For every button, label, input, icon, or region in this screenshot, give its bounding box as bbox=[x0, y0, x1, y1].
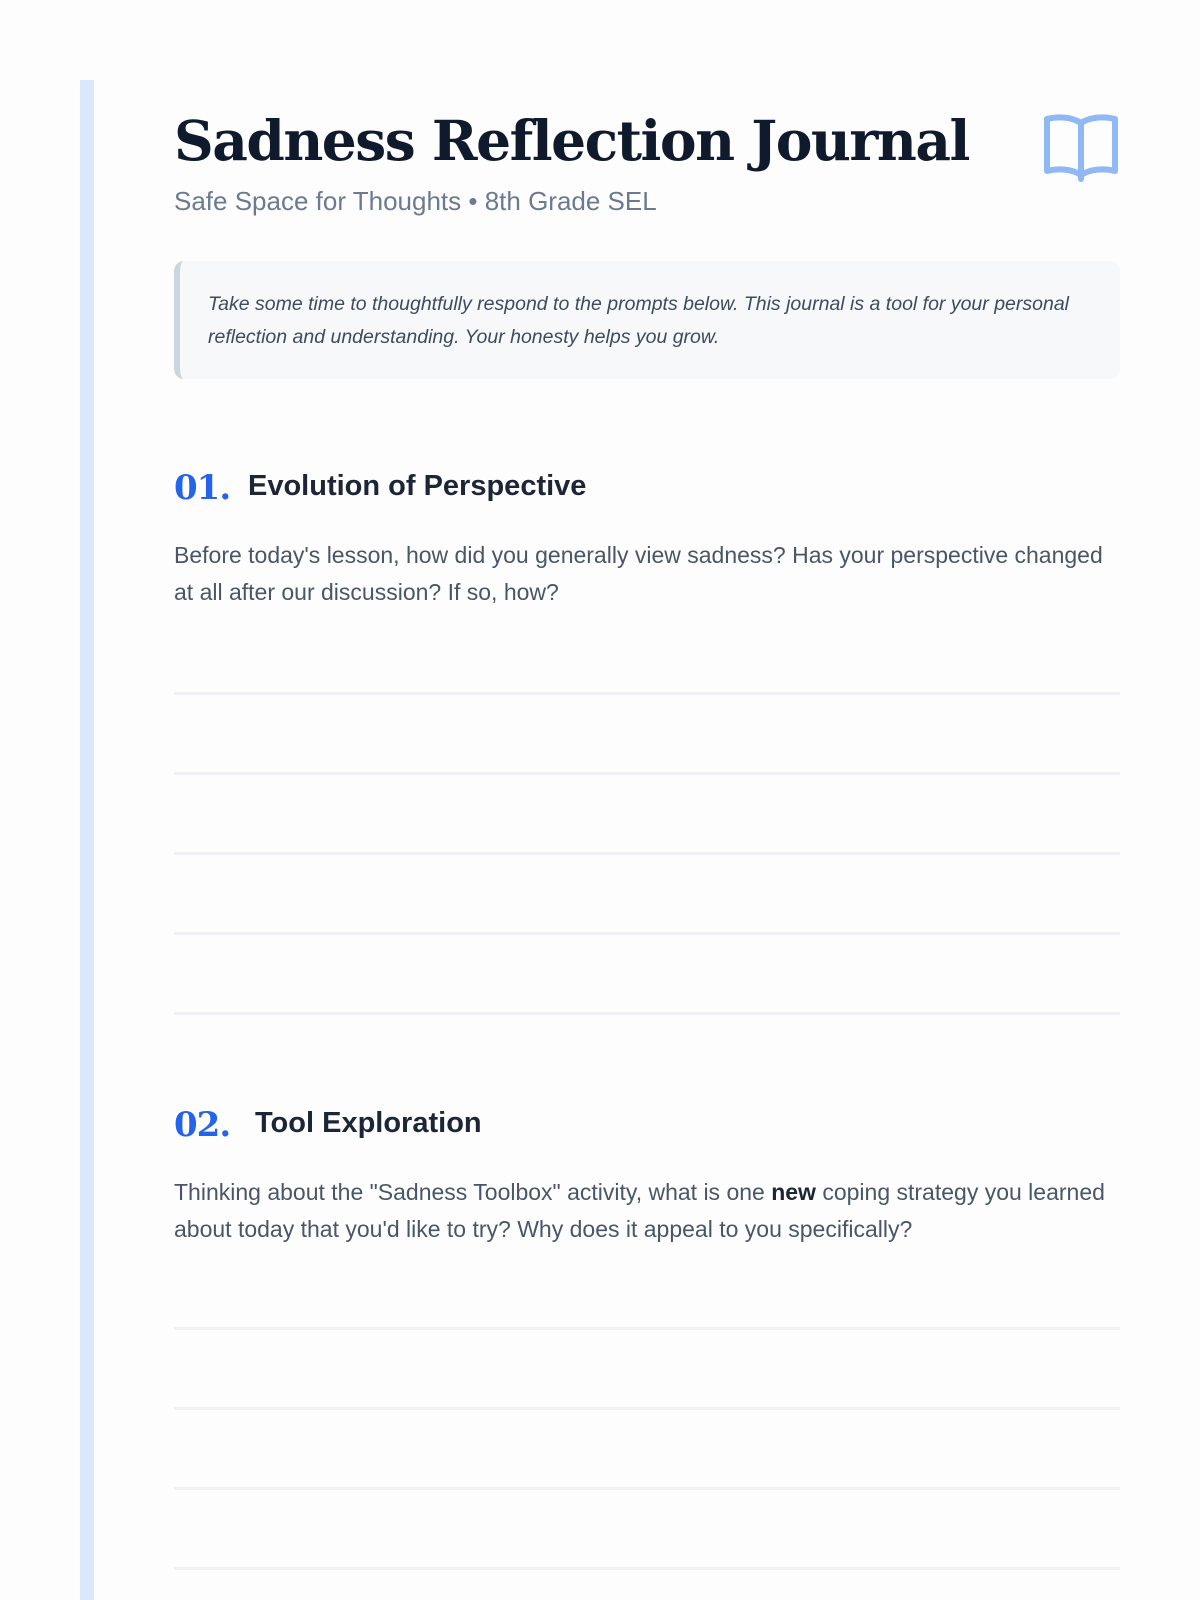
intro-text: Take some time to thoughtfully respond to the prompts below. This journal is a tool for your personal reflection and understanding. Your honesty helps you grow. bbox=[208, 293, 1069, 348]
answer-line[interactable] bbox=[174, 772, 1120, 775]
prompt-text: Thinking about the "Sadness Toolbox" activity, what is one bbox=[174, 1179, 772, 1205]
book-open-icon bbox=[1042, 111, 1120, 183]
prompt-emphasis: new bbox=[771, 1179, 816, 1205]
answer-line[interactable] bbox=[174, 1407, 1120, 1410]
answer-line[interactable] bbox=[174, 932, 1120, 935]
page-title: Sadness Reflection Journal bbox=[174, 108, 969, 173]
question-prompt: Before today's lesson, how did you generally view sadness? Has your perspective changed at all after our discussion? If so, how? bbox=[174, 542, 1103, 605]
page-subtitle: Safe Space for Thoughts • 8th Grade SEL bbox=[174, 186, 657, 216]
answer-line[interactable] bbox=[174, 1327, 1120, 1330]
answer-line[interactable] bbox=[174, 692, 1120, 695]
question-title: Tool Exploration bbox=[255, 1107, 482, 1139]
prompt-text: coping strategy you learned about today that you'd like to try? Why does it appeal to you specifically? bbox=[174, 1179, 1105, 1242]
answer-line[interactable] bbox=[174, 1012, 1120, 1015]
answer-line[interactable] bbox=[174, 1567, 1120, 1570]
answer-line[interactable] bbox=[174, 852, 1120, 855]
answer-line[interactable] bbox=[174, 1487, 1120, 1490]
intro-callout bbox=[174, 261, 1120, 379]
question-number: 02. bbox=[174, 1105, 231, 1145]
question-prompt bbox=[174, 1174, 1120, 1248]
question-number: 01. bbox=[174, 468, 231, 508]
journal-header bbox=[174, 103, 1120, 223]
question-title: Evolution of Perspective bbox=[248, 470, 587, 502]
margin-rule bbox=[80, 80, 94, 1600]
